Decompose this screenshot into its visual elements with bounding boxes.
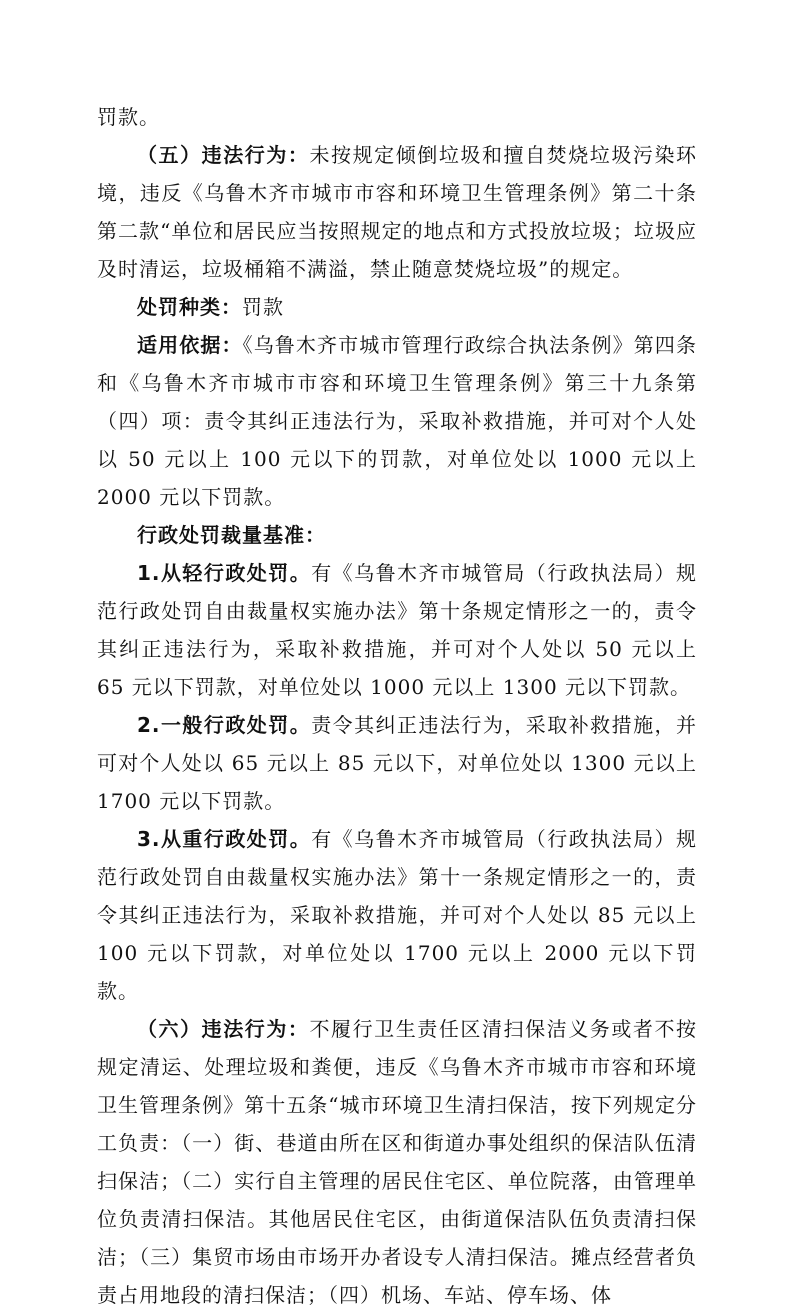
paragraph-heading: 1.从轻行政处罚。 bbox=[137, 561, 312, 585]
paragraph-heading: 3.从重行政处罚。 bbox=[137, 827, 312, 851]
paragraph-text: 有《乌鲁木齐市城管局（行政执法局）规范行政处罚自由裁量权实施办法》第十条规定情形之一的，责令其纠正违法行为，采取补救措施，并可对个人处以 50 元以上 65 元以下罚款，对单位处以 1000 元以上 1300 元以下罚款。 bbox=[97, 561, 698, 699]
paragraph-general-penalty bbox=[97, 706, 697, 820]
paragraph-heading: 适用依据： bbox=[137, 333, 243, 357]
paragraph-severe-penalty bbox=[97, 820, 697, 1010]
paragraph-text: 未按规定倾倒垃圾和擅自焚烧垃圾污染环境，违反《乌鲁木齐市城市市容和环境卫生管理条例》第二十条第二款“单位和居民应当按照规定的地点和方式投放垃圾；垃圾应及时清运，垃圾桶箱不满溢，禁止随意焚烧垃圾”的规定。 bbox=[97, 143, 698, 281]
paragraph-heading: （六）违法行为： bbox=[137, 1017, 310, 1041]
paragraph-text: 罚款。 bbox=[97, 105, 160, 129]
paragraph-violation-5 bbox=[97, 136, 697, 288]
paragraph-lenient-penalty bbox=[97, 554, 697, 706]
paragraph-continuation bbox=[97, 98, 697, 136]
paragraph-text: 有《乌鲁木齐市城管局（行政执法局）规范行政处罚自由裁量权实施办法》第十一条规定情形之一的，责令其纠正违法行为，采取补救措施，并可对个人处以 85 元以上 100 元以下罚款，对单位处以 1700 元以上 2000 元以下罚款。 bbox=[97, 827, 698, 1003]
paragraph-legal-basis bbox=[97, 326, 697, 516]
document-body bbox=[97, 98, 697, 1314]
paragraph-heading: 2.一般行政处罚。 bbox=[137, 713, 312, 737]
paragraph-text: 罚款 bbox=[242, 295, 284, 319]
paragraph-text: 责令其纠正违法行为，采取补救措施，并可对个人处以 65 元以上 85 元以下，对单位处以 1300 元以上 1700 元以下罚款。 bbox=[97, 713, 698, 813]
paragraph-text: 《乌鲁木齐市城市管理行政综合执法条例》第四条和《乌鲁木齐市城市市容和环境卫生管理条例》第三十九条第（四）项：责令其纠正违法行为，采取补救措施，并可对个人处以 50 元以上 100 元以下的罚款，对单位处以 1000 元以上 2000 元以下罚款。 bbox=[97, 333, 698, 509]
paragraph-heading: 处罚种类： bbox=[137, 295, 242, 319]
paragraph-discretion-standard bbox=[97, 516, 697, 554]
section-heading: 行政处罚裁量基准： bbox=[137, 523, 326, 547]
paragraph-violation-6 bbox=[97, 1010, 697, 1314]
paragraph-heading: （五）违法行为： bbox=[137, 143, 310, 167]
paragraph-penalty-type bbox=[97, 288, 697, 326]
paragraph-text: 不履行卫生责任区清扫保洁义务或者不按规定清运、处理垃圾和粪便，违反《乌鲁木齐市城市市容和环境卫生管理条例》第十五条“城市环境卫生清扫保洁，按下列规定分工负责：（一）街、巷道由所在区和街道办事处组织的保洁队伍清扫保洁；（二）实行自主管理的居民住宅区、单位院落，由管理单位负责清扫保洁。其他居民住宅区，由街道保洁队伍负责清扫保洁；（三）集贸市场由市场开办者设专人清扫保洁。摊点经营者负责占用地段的清扫保洁；（四）机场、车站、停车场、体 bbox=[97, 1017, 698, 1307]
